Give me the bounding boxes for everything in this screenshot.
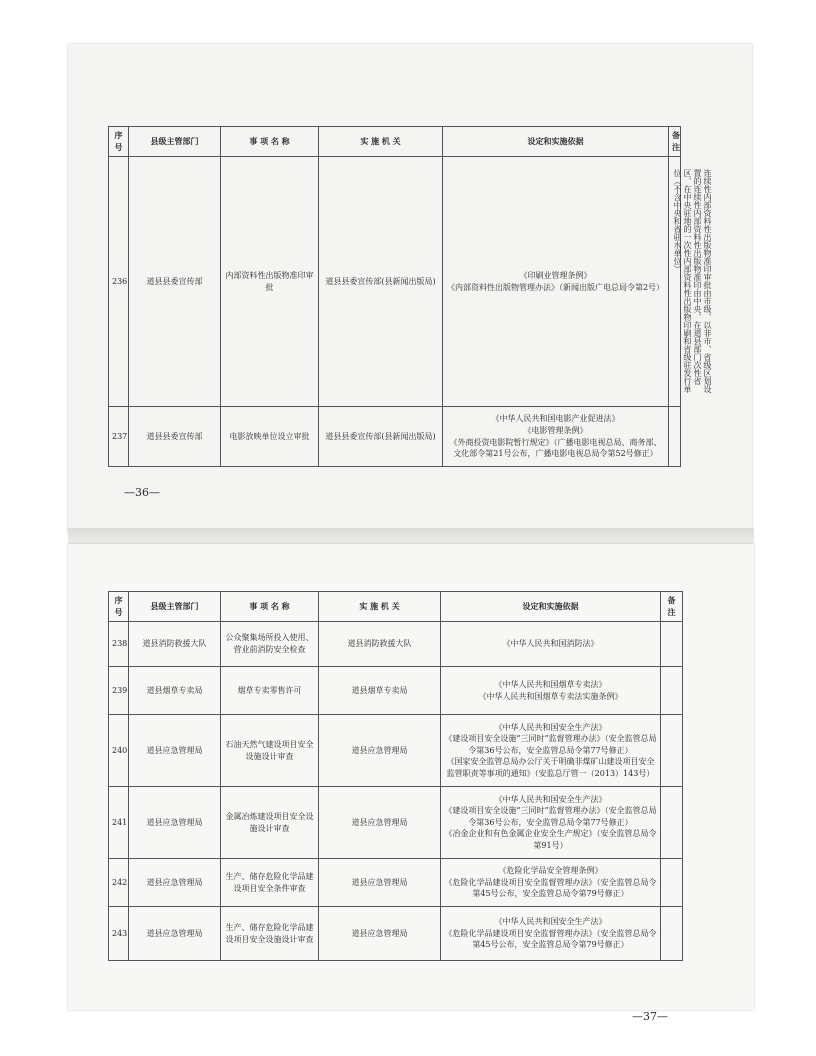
table-header-row: [109, 127, 681, 157]
row-agency: 道县应急管理局: [319, 715, 441, 787]
table-row: [109, 407, 681, 467]
row-no: 237: [109, 407, 129, 467]
col-header-no: 序号: [109, 127, 129, 157]
row-note: [661, 907, 683, 961]
approval-table-bottom: [108, 591, 683, 961]
col-header-basis: 设定和实施依据: [441, 592, 661, 622]
col-header-agency: 实 施 机 关: [319, 592, 441, 622]
table-row: [109, 859, 683, 907]
row-dept: 道县县委宣传部: [129, 157, 221, 407]
table-row: [109, 667, 683, 715]
row-basis: 《中华人民共和国安全生产法》 《建设项目安全设施“三同时”监督管理办法》（安全监管总局令第36号公布，安全监管总局令第77号修正） 《国家安全监管总局办公厅关于明确非煤矿山建设项目安全监管职责等事项的通知》（安监总厅管一（2013）143号）: [441, 715, 661, 787]
table-row: [109, 787, 683, 859]
row-note-cell: [669, 157, 712, 407]
row-agency: 道县应急管理局: [319, 787, 441, 859]
table-row: [109, 622, 683, 667]
col-header-dept: 县级主管部门: [129, 592, 221, 622]
row-item: 公众聚集场所投入使用、营业前消防安全检查: [221, 622, 319, 667]
row-dept: 道县应急管理局: [129, 907, 221, 961]
row-dept: 道县应急管理局: [129, 787, 221, 859]
row-dept: 道县烟草专卖局: [129, 667, 221, 715]
row-no: 239: [109, 667, 129, 715]
row-no: 238: [109, 622, 129, 667]
row-item: 石油天然气建设项目安全设施设计审查: [221, 715, 319, 787]
row-item: 烟草专卖零售许可: [221, 667, 319, 715]
row-agency: 道县烟草专卖局: [319, 667, 441, 715]
row-note: [661, 787, 683, 859]
row-item: 金属冶炼建设项目安全设施设计审查: [221, 787, 319, 859]
row-agency: 道县县委宣传部(县新闻出版局): [319, 157, 443, 407]
col-header-basis: 设定和实施依据: [443, 127, 669, 157]
row-item: 电影放映单位设立审批: [221, 407, 319, 467]
col-header-dept: 县级主管部门: [129, 127, 221, 157]
col-header-no: 序号: [109, 592, 129, 622]
row-basis: 《中华人民共和国消防法》: [441, 622, 661, 667]
row-note: [661, 859, 683, 907]
row-dept: 道县应急管理局: [129, 715, 221, 787]
row-no: 243: [109, 907, 129, 961]
row-note: [661, 622, 683, 667]
col-header-item: 事 项 名 称: [221, 592, 319, 622]
row-basis: 《危险化学品安全管理条例》 《危险化学品建设项目安全监督管理办法》（安全监管总局令第45号公布，安全监管总局令第79号修正）: [441, 859, 661, 907]
col-header-agency: 实 施 机 关: [319, 127, 443, 157]
row-no: 241: [109, 787, 129, 859]
table-row: [109, 715, 683, 787]
row-basis: 《中华人民共和国安全生产法》 《危险化学品建设项目安全监督管理办法》（安全监管总局令第45号公布，安全监管总局令第79号修正）: [441, 907, 661, 961]
row-note: [669, 407, 681, 467]
row-no: 236: [109, 157, 129, 407]
row-note: [661, 715, 683, 787]
row-agency: 道县应急管理局: [319, 907, 441, 961]
table-header-row: [109, 592, 683, 622]
row-basis: 《印刷业管理条例》 《内部资料性出版物管理办法》（新闻出版广电总局令第2号）: [443, 157, 669, 407]
row-agency: 道县应急管理局: [319, 859, 441, 907]
row-basis: 《中华人民共和国烟草专卖法》 《中华人民共和国烟草专卖法实施条例》: [441, 667, 661, 715]
page-number-top: —36—: [124, 486, 160, 499]
col-header-note: 备注: [669, 127, 681, 157]
row-no: 240: [109, 715, 129, 787]
row-no: 242: [109, 859, 129, 907]
row-note: 连续性内部资料性出版物准印审批由市级、以非市、省级区划设置的连续性内部资料性出版物准印由中央、在道县部门次性省区、在中央驻地的一次性内部资料性出版物印刷和省级驻发行单位（不含中央和省驻水单位）: [673, 168, 712, 393]
row-basis: 《中华人民共和国安全生产法》 《建设项目安全设施“三同时”监督管理办法》（安全监管总局令第36号公布，安全监管总局令第77号修正） 《冶金企业和有色金属企业安全生产规定》（安全监管总局令第91号）: [441, 787, 661, 859]
col-header-note: 备注: [661, 592, 683, 622]
row-item: 生产、储存危险化学品建设项目安全设施设计审查: [221, 907, 319, 961]
row-dept: 道县消防救援大队: [129, 622, 221, 667]
table-row: [109, 907, 683, 961]
approval-table-top: [108, 126, 712, 467]
row-dept: 道县县委宣传部: [129, 407, 221, 467]
table-row: [109, 157, 681, 407]
row-item: 生产、储存危险化学品建设项目安全条件审查: [221, 859, 319, 907]
page-number-bottom: —37—: [632, 1010, 668, 1023]
row-agency: 道县县委宣传部(县新闻出版局): [319, 407, 443, 467]
row-note: [661, 667, 683, 715]
row-basis: 《中华人民共和国电影产业促进法》 《电影管理条例》 《外商投资电影院暂行规定》（广播电影电视总局、商务部、文化部令第21号公布，广播电影电视总局令第52号修正）: [443, 407, 669, 467]
col-header-item: 事 项 名 称: [221, 127, 319, 157]
row-dept: 道县应急管理局: [129, 859, 221, 907]
row-item: 内部资料性出版物准印审批: [221, 157, 319, 407]
row-agency: 道县消防救援大队: [319, 622, 441, 667]
